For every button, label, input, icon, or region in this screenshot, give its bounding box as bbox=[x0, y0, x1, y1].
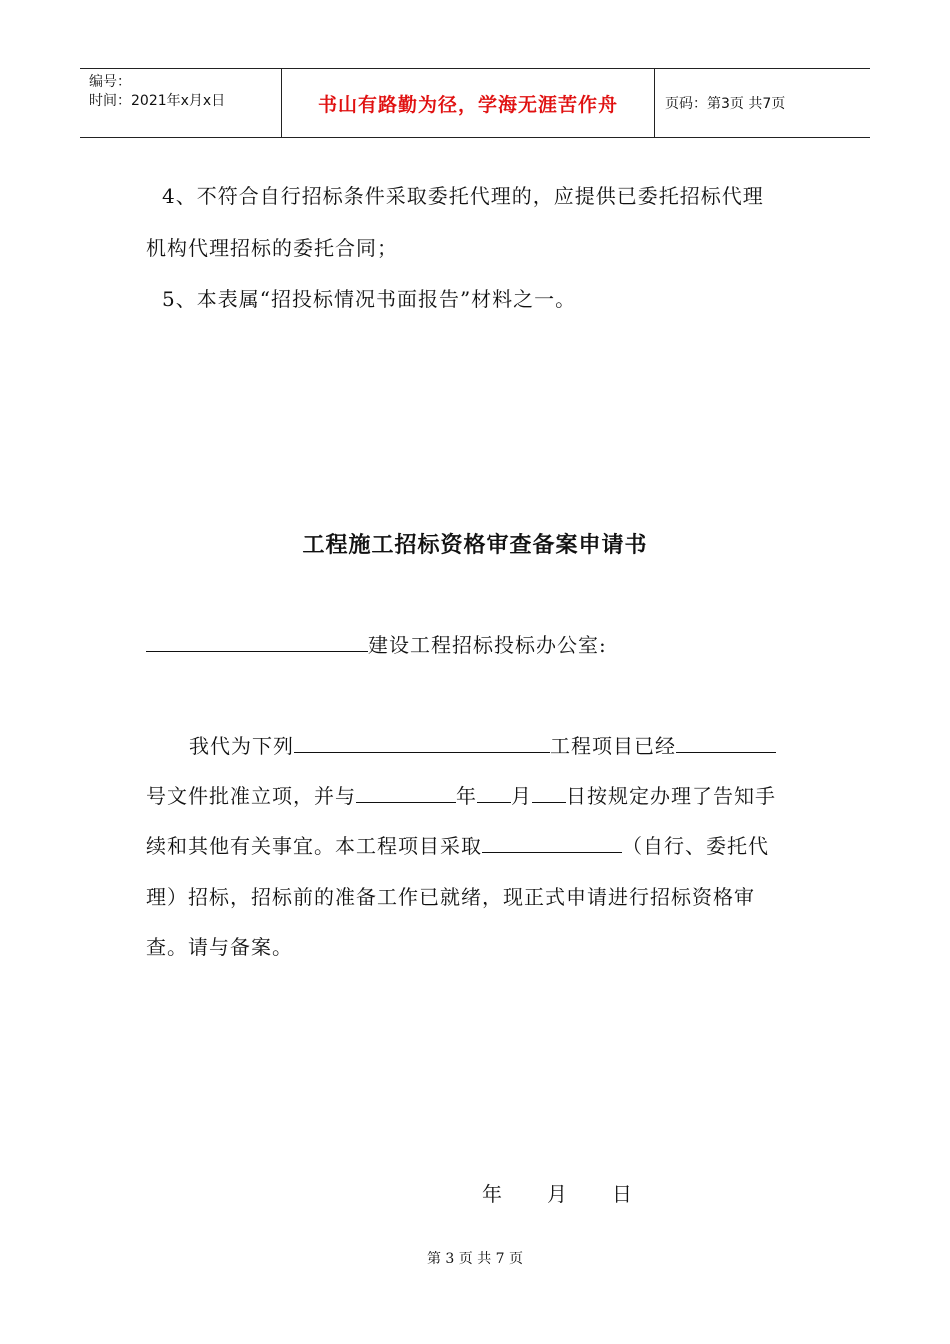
signature-date bbox=[482, 1178, 633, 1207]
time-label: 时间：2021年x月x日 bbox=[89, 93, 226, 109]
body-text: 日按规定办理了告知手 bbox=[566, 784, 776, 808]
body-text: 号文件批准立项，并与 bbox=[146, 784, 356, 808]
note-item-4-line-1: 4、不符合自行招标条件采取委托代理的，应提供已委托招标代理 bbox=[162, 184, 764, 208]
method-blank bbox=[482, 834, 622, 853]
body-line-4: 理）招标，招标前的准备工作已就绪，现正式申请进行招标资格审 bbox=[146, 885, 755, 909]
month-blank bbox=[477, 784, 511, 803]
body-line-3 bbox=[146, 830, 769, 859]
body-text: 工程项目已经 bbox=[550, 734, 676, 758]
body-text: 月 bbox=[511, 784, 532, 808]
body-text: 我代为下列 bbox=[189, 734, 294, 758]
year-blank bbox=[356, 784, 456, 803]
addressee-suffix: 建设工程招标投标办公室: bbox=[368, 633, 607, 657]
header-table bbox=[80, 68, 870, 138]
addressee-line bbox=[146, 629, 607, 658]
header-divider bbox=[654, 69, 655, 137]
date-day: 日 bbox=[612, 1182, 633, 1206]
body-line-5: 查。请与备案。 bbox=[146, 935, 293, 959]
project-name-blank bbox=[294, 734, 550, 753]
body-line-1 bbox=[189, 730, 776, 759]
body-text: 年 bbox=[456, 784, 477, 808]
date-month: 月 bbox=[547, 1182, 568, 1206]
header-meta bbox=[89, 73, 225, 111]
note-item-5: 5、本表属“招投标情况书面报告”材料之一。 bbox=[162, 287, 577, 311]
body-text: （自行、委托代 bbox=[622, 834, 769, 858]
header-motto: 书山有路勤为径，学海无涯苦作舟 bbox=[317, 93, 618, 116]
addressee-blank bbox=[146, 633, 368, 652]
form-title: 工程施工招标资格审查备案申请书 bbox=[302, 533, 648, 558]
header-page-info: 页码：第3页 共7页 bbox=[665, 96, 786, 112]
day-blank bbox=[532, 784, 566, 803]
number-label: 编号： bbox=[89, 74, 131, 90]
document-number-blank bbox=[676, 734, 776, 753]
date-year: 年 bbox=[482, 1182, 503, 1206]
body-line-2 bbox=[146, 780, 776, 809]
page-footer: 第 3 页 共 7 页 bbox=[426, 1251, 524, 1267]
body-text: 续和其他有关事宜。本工程项目采取 bbox=[146, 834, 482, 858]
note-item-4-line-2: 机构代理招标的委托合同； bbox=[146, 236, 398, 260]
